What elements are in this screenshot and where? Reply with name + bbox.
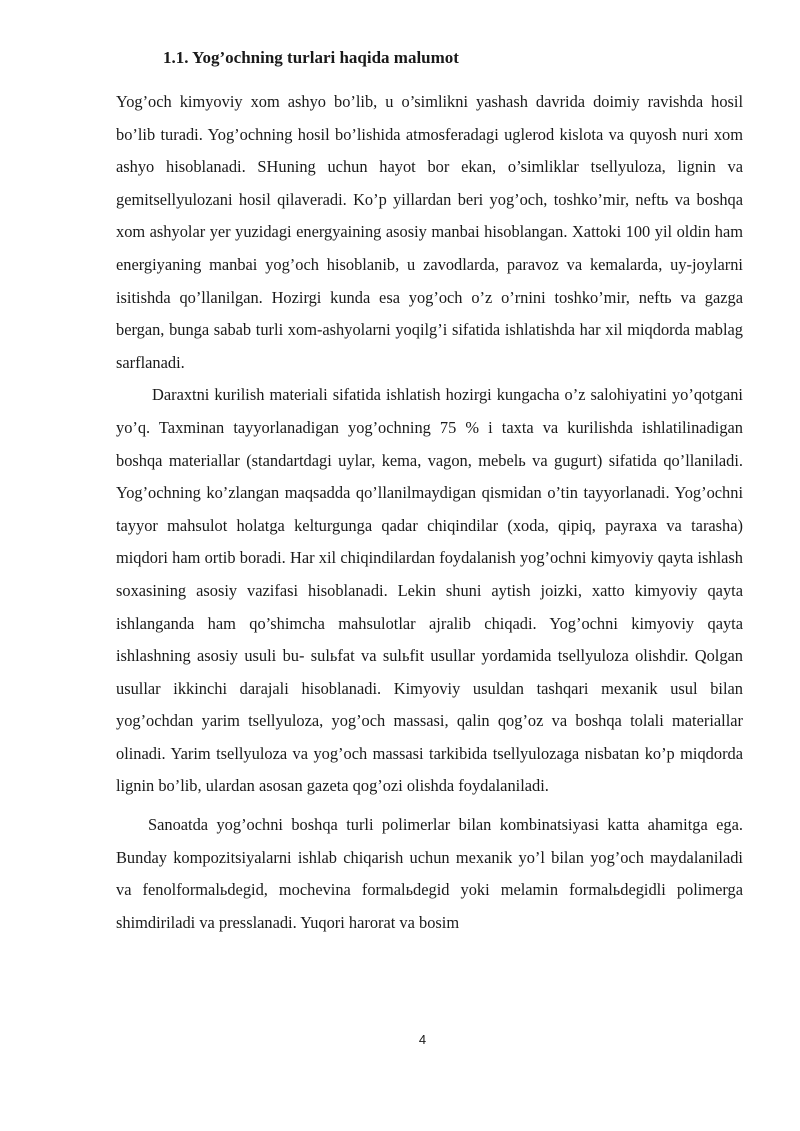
section-heading: 1.1. Yog’ochning turlari haqida malumot [163, 48, 459, 67]
page-number: 4 [418, 1032, 427, 1047]
paragraph-1: Yog’och kimyoviy xom ashyo bo’lib, u o’simlikni yashash davrida doimiy ravishda hosil bo’lib turadi. Yog’ochning hosil bo’lishida atmosferadagi uglerod kislota va quyosh nuri xom ashyo hisoblanadi. SHuning uchun hayot bor ekan, o’simliklar tsellyuloza, lignin va gemitsellyulozani hosil qilaveradi. Ko’p yillardan beri yog’och, toshko’mir, neftь va boshqa xom ashyolar yer yuzidagi energyaining asosiy manbai hisoblangan. Xattoki 100 yil oldin ham energiyaning manbai yog’och hisoblanib, u zavodlarda, paravoz va kemalarda, uy-joylarni isitishda qo’llanilgan. Hozirgi kunda esa yog’och o’z o’rnini toshko’mir, neftь va gazga bergan, bunga sabab turli xom-ashyolarni yoqilg’i sifatida ishlatishda har xil miqdorda mablag sarflanadi. [116, 92, 743, 372]
paragraph-3: Sanoatda yog’ochni boshqa turli polimerlar bilan kombinatsiyasi katta ahamitga ega. Bunday kompozitsiyalarni ishlab chiqarish uchun mexanik yo’l bilan yog’och maydalaniladi va fenolformalьdegid, mochevina formalьdegid yoki melamin formalьdegidli polimerga shimdiriladi va presslanadi. Yuqori harorat va bosim [116, 815, 743, 932]
paragraph-2: Daraxtni kurilish materiali sifatida ishlatish hozirgi kungacha o’z salohiyatini yo’qotgani yo’q. Taxminan tayyorlanadigan yog’ochning 75 % i taxta va kurilishda ishlatilinadigan boshqa materiallar (standartdagi uylar, kema, vagon, mebelь va gugurt) sifatida qo’llaniladi. Yog’ochning ko’zlangan maqsadda qo’llanilmaydigan qismidan o’tin tayyorlanadi. Yog’ochni tayyor mahsulot holatga kelturgunga qadar chiqindilar (xoda, qipiq, payraxa va tarasha) miqdori ham ortib boradi. Har xil chiqindilardan foydalanish yog’ochni kimyoviy qayta ishlash soxasining asosiy vazifasi hisoblanadi. Lekin shuni aytish joizki, xatto kimyoviy qayta ishlanganda ham qo’shimcha mahsulotlar ajralib chiqadi. Yog’ochni kimyoviy qayta ishlashning asosiy usuli bu- sulьfat va sulьfit usullar yordamida tsellyuloza olishdir. Qolgan usullar ikkinchi darajali hisoblanadi. Kimyoviy usuldan tashqari mexanik usul bilan yog’ochdan yarim tsellyuloza, yog’och massasi, qalin qog’oz va boshqa tolali materiallar olinadi. Yarim tsellyuloza va yog’och massasi tarkibida tsellyulozaga nisbatan ko’p miqdorda lignin bo’lib, ulardan asosan gazeta qog’ozi olishda foydalaniladi. [116, 385, 743, 796]
body-text [116, 86, 743, 939]
